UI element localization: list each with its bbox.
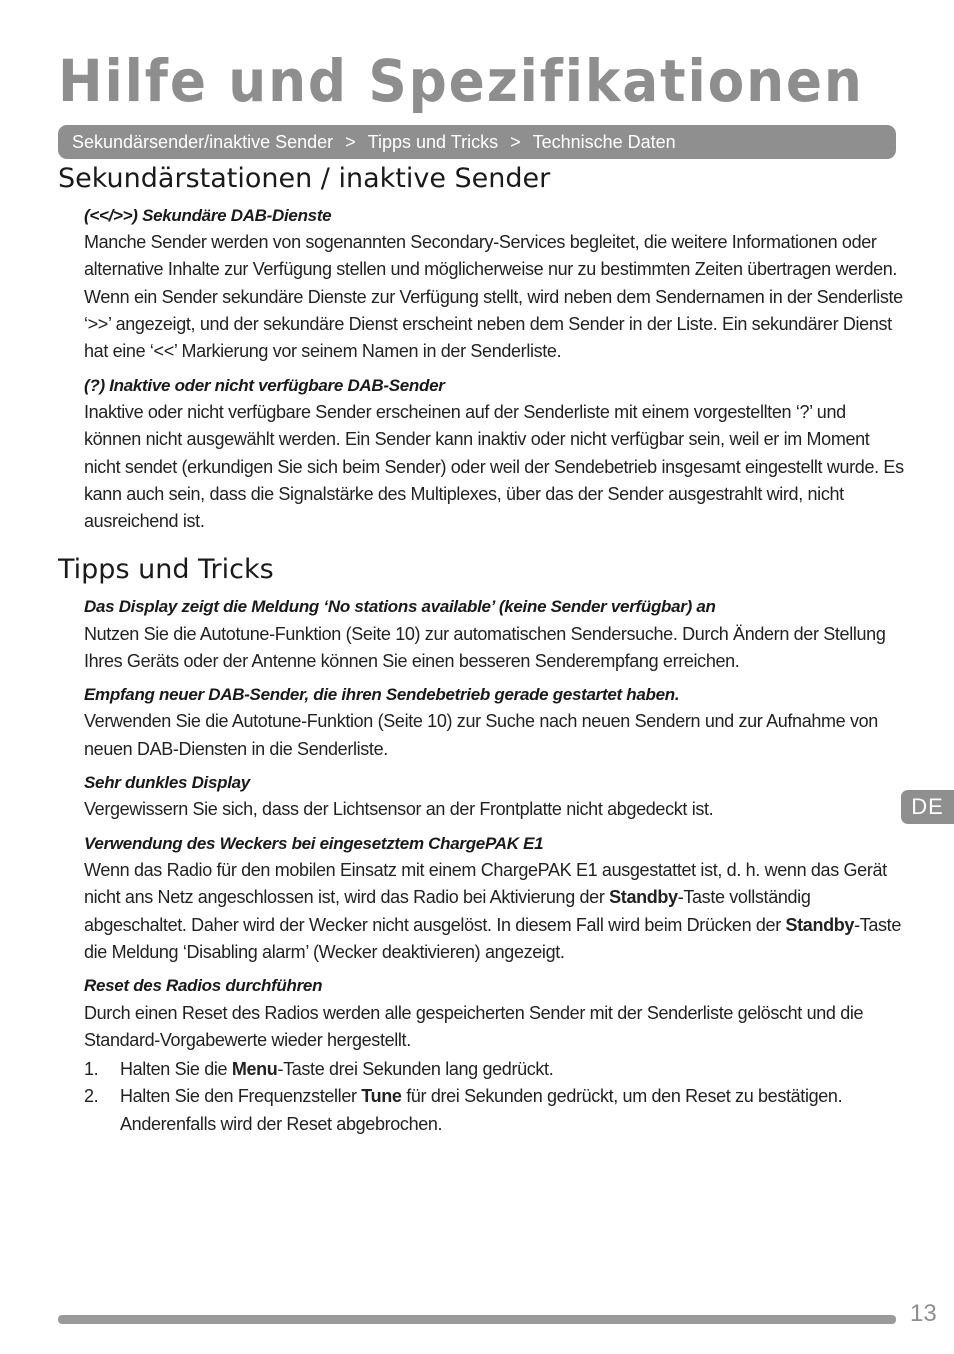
- body-text: -Taste vollständig abgeschaltet. Daher wird der Wecker nicht ausgelöst. In diesem Fall wird beim Drücken der: [84, 887, 811, 935]
- standby-key-label: Standby: [785, 914, 855, 935]
- item-title: Verwendung des Weckers bei eingesetztem ChargePAK E1: [84, 833, 544, 853]
- section-heading-secondary-stations: Sekundärstationen / inaktive Sender: [58, 163, 551, 194]
- item-body: Manche Sender werden von sogenannten Secondary-Services begleitet, die weitere Informationen oder alternative Inhalte zur Verfügung stellen und möglicherweise nur zu bestimmten Zeiten übertragen werden. Wenn ein Sender sekundäre Dienste zur Verfügung stellt, wird neben dem Sendernamen in der Senderliste ‘>>’ angezeigt, und der sekundäre Dienst erscheint neben dem Sender in der Liste. Ein sekundärer Dienst hat eine ‘<<’ Markierung vor seinem Namen in der Senderliste.: [84, 232, 903, 362]
- step-number: 1.: [84, 1059, 99, 1080]
- page-number: 13: [910, 1300, 937, 1327]
- breadcrumb-item-tips[interactable]: Tipps und Tricks: [367, 131, 499, 152]
- breadcrumb-item-secondary-stations[interactable]: Sekundärsender/inaktive Sender: [72, 131, 334, 152]
- item-alarm-with-chargepak: [84, 831, 908, 967]
- item-new-dab-stations: [84, 682, 908, 763]
- item-body: Durch einen Reset des Radios werden alle gespeicherten Sender mit der Senderliste gelöscht und die Standard-Vorgabewerte wieder hergestellt.: [84, 1002, 864, 1050]
- item-title: (<</>>) Sekundäre DAB-Dienste: [84, 205, 332, 225]
- breadcrumb-item-technical-data[interactable]: Technische Daten: [532, 131, 676, 152]
- item-secondary-dab-services: [84, 203, 908, 366]
- standby-key-label: Standby: [609, 887, 678, 908]
- item-body: [84, 857, 904, 966]
- step-text-post: -Taste drei Sekunden lang gedrückt.: [277, 1059, 554, 1080]
- item-body: Vergewissern Sie sich, dass der Lichtsensor an der Frontplatte nicht abgedeckt ist.: [84, 799, 714, 820]
- step-text: [120, 1083, 908, 1138]
- item-body: Nutzen Sie die Autotune-Funktion (Seite 10) zur automatischen Sendersuche. Durch Ändern der Stellung Ihres Geräts oder der Antenne können Sie einen besseren Senderempfang erreichen.: [84, 623, 886, 671]
- item-no-stations-available: [84, 594, 908, 675]
- language-tab[interactable]: DE: [901, 790, 954, 824]
- list-item: [84, 1056, 908, 1083]
- step-text-post: für drei Sekunden gedrückt, um den Reset zu bestätigen. Anderenfalls wird der Reset abgebrochen.: [120, 1086, 843, 1134]
- breadcrumb-separator: >: [510, 131, 521, 152]
- item-title: Reset des Radios durchführen: [84, 976, 323, 996]
- menu-key-label: Menu: [231, 1059, 278, 1080]
- item-body: Verwenden Sie die Autotune-Funktion (Seite 10) zur Suche nach neuen Sendern und zur Aufnahme von neuen DAB-Diensten in die Senderliste.: [84, 711, 878, 759]
- page-title: Hilfe und Spezifikationen: [58, 47, 864, 115]
- item-title: (?) Inaktive oder nicht verfügbare DAB-Sender: [84, 375, 445, 395]
- item-reset-radio: [84, 973, 908, 1138]
- breadcrumb-separator: >: [345, 131, 356, 152]
- item-dark-display: [84, 770, 908, 824]
- item-title: Sehr dunkles Display: [84, 773, 250, 793]
- breadcrumb: [58, 125, 896, 159]
- body-text: -Taste die Meldung ‘Disabling alarm’ (Wecker deaktivieren) angezeigt.: [84, 914, 901, 962]
- step-text: [120, 1056, 553, 1083]
- step-text-pre: Halten Sie die: [120, 1059, 232, 1080]
- footer-divider: [58, 1315, 896, 1324]
- tune-key-label: Tune: [361, 1086, 402, 1107]
- item-title: Empfang neuer DAB-Sender, die ihren Sendebetrieb gerade gestartet haben.: [84, 685, 680, 705]
- body-text: Wenn das Radio für den mobilen Einsatz mit einem ChargePAK E1 ausgestattet ist, d. h. wenn das Gerät nicht ans Netz angeschlossen ist, wird das Radio bei Aktivierung der: [84, 860, 887, 908]
- list-item: [84, 1083, 908, 1138]
- step-text-pre: Halten Sie den Frequenzsteller: [120, 1086, 362, 1107]
- page-content: [58, 162, 908, 1138]
- item-body: Inaktive oder nicht verfügbare Sender erscheinen auf der Senderliste mit einem vorgestellten ‘?’ und können nicht ausgewählt werden. Ein Sender kann inaktiv oder nicht verfügbar sein, weil er im Moment nicht sendet (erkundigen Sie sich beim Sender) oder weil der Sendebetrieb insgesamt eingestellt wurde. Es kann auch sein, dass die Signalstärke des Multiplexes, über das der Sender ausgestrahlt wird, nicht ausreichend ist.: [84, 401, 904, 532]
- reset-steps-list: [84, 1056, 908, 1138]
- section-heading-tips-and-tricks: Tipps und Tricks: [58, 554, 274, 586]
- step-number: 2.: [84, 1086, 99, 1107]
- item-title: Das Display zeigt die Meldung ‘No stations available’ (keine Sender verfügbar) an: [84, 597, 716, 617]
- item-inactive-dab-stations: [84, 373, 908, 536]
